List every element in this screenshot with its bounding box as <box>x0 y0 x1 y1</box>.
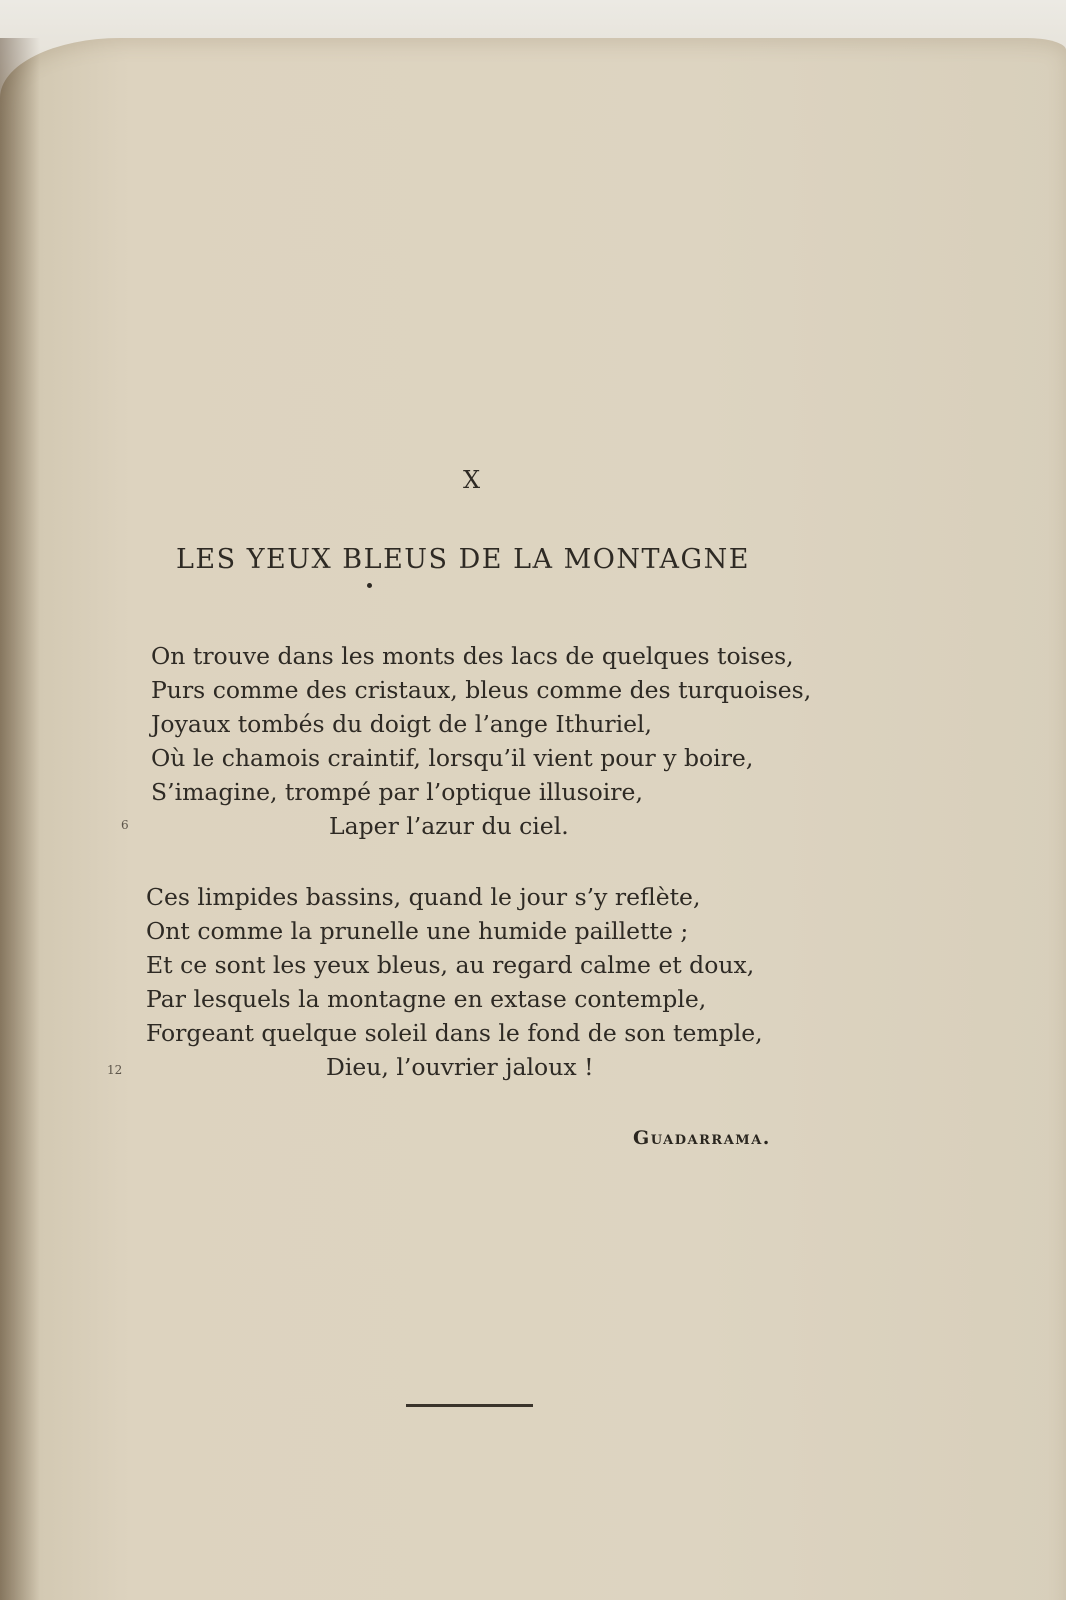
verse-line: Où le chamois craintif, lorsqu’il vient pour y boire, <box>151 744 754 772</box>
verse-line: Ces limpides bassins, quand le jour s’y reflète, <box>146 883 701 911</box>
verse-line-refrain: Dieu, l’ouvrier jaloux ! <box>326 1053 594 1081</box>
place-signature: Guadarrama. <box>633 1127 771 1149</box>
verse-line: Forgeant quelque soleil dans le fond de son temple, <box>146 1019 763 1047</box>
verse-line-refrain: Laper l’azur du ciel. <box>329 812 569 840</box>
title-ornament-dot <box>367 583 372 588</box>
stanza-1 <box>151 639 811 843</box>
stanza-2 <box>146 880 763 1084</box>
verse-line: Et ce sont les yeux bleus, au regard calme et doux, <box>146 951 755 979</box>
verse-line: Purs comme des cristaux, bleus comme des turquoises, <box>151 676 812 704</box>
chapter-number: X <box>463 466 482 494</box>
verse-line: Joyaux tombés du doigt de l’ange Ithuriel, <box>151 710 652 738</box>
verse-line: S’imagine, trompé par l’optique illusoire, <box>151 778 643 806</box>
verse-line: On trouve dans les monts des lacs de quelques toises, <box>151 642 794 670</box>
binding-gutter-shadow <box>0 38 40 1600</box>
end-rule <box>406 1404 533 1407</box>
verse-line: Ont comme la prunelle une humide paillette ; <box>146 917 689 945</box>
line-number: 12 <box>107 1063 123 1077</box>
verse-line: Par lesquels la montagne en extase contemple, <box>146 985 707 1013</box>
line-number: 6 <box>121 818 129 832</box>
chapter-title: LES YEUX BLEUS DE LA MONTAGNE <box>176 544 750 575</box>
